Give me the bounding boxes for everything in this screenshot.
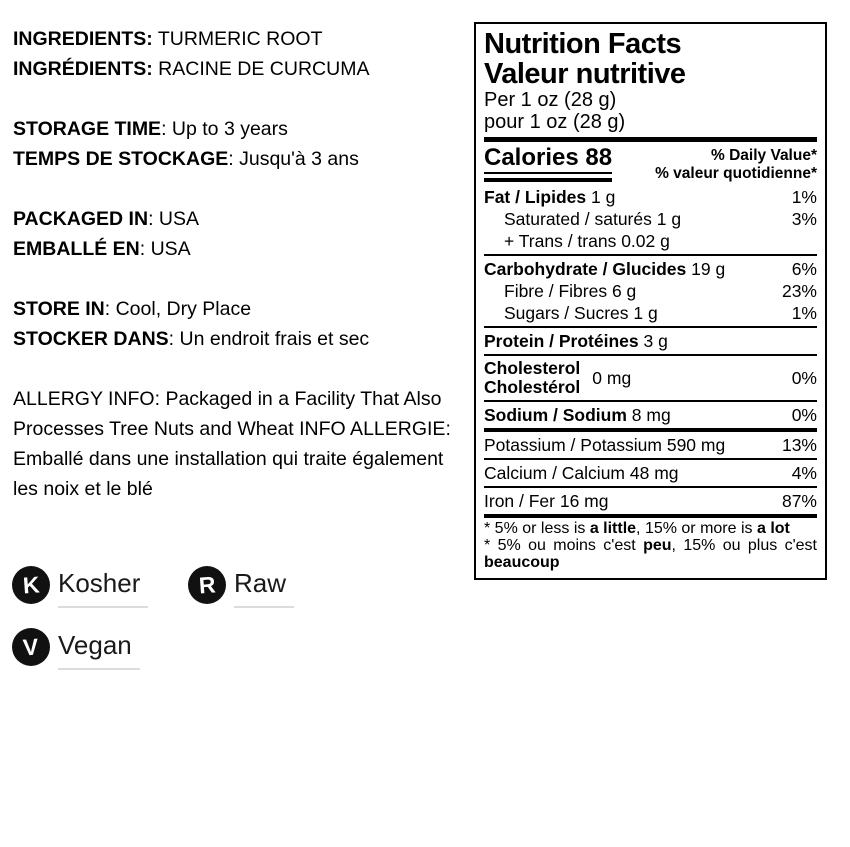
- store-in-label-en: STORE IN: [13, 298, 105, 320]
- packaged-in-value-en: : USA: [148, 208, 199, 230]
- sodium-daily-value: 0%: [791, 404, 817, 425]
- divider: [484, 400, 817, 402]
- badge-vegan: [12, 628, 140, 670]
- daily-value-header-en: % Daily Value*: [711, 147, 817, 164]
- nutrition-facts-panel: [474, 22, 827, 580]
- packaged-in-group: [13, 204, 473, 264]
- store-in-value-en: : Cool, Dry Place: [104, 298, 252, 320]
- fat-daily-value: 1%: [791, 186, 817, 207]
- allergy-info-value-fr: : Emballé dans une installation qui traite également les noix et le blé: [13, 418, 451, 500]
- allergy-info-group: [13, 384, 473, 504]
- cholesterol-daily-value: 0%: [791, 367, 817, 388]
- carbohydrate-daily-value: 6%: [791, 258, 817, 279]
- ingredients-value-en: TURMERIC ROOT: [152, 28, 323, 50]
- storage-time-value-en: : Up to 3 years: [161, 118, 288, 140]
- serving-size-fr: pour 1 oz (28 g): [484, 111, 626, 133]
- nutrition-row-saturated: Saturated / saturés 1 g 3%: [504, 208, 817, 229]
- nutrition-row-sugars: Sugars / Sucres 1 g 1%: [504, 302, 817, 323]
- serving-size-en: Per 1 oz (28 g): [484, 89, 617, 111]
- divider-thick: [484, 428, 817, 432]
- vegan-label: Vegan: [58, 628, 140, 670]
- calcium-daily-value: 4%: [791, 462, 817, 483]
- potassium-daily-value: 13%: [781, 434, 817, 455]
- sugars-daily-value: 1%: [791, 302, 817, 323]
- kosher-label: Kosher: [58, 566, 148, 608]
- product-info-column: [13, 24, 473, 534]
- saturated-daily-value: 3%: [791, 208, 817, 229]
- store-in-value-fr: : Un endroit frais et sec: [168, 328, 370, 350]
- store-in-group: [13, 294, 473, 354]
- iron-daily-value: 87%: [781, 490, 817, 511]
- ingredients-group: [13, 24, 473, 84]
- nutrition-title-fr: Valeur nutritive: [484, 58, 686, 90]
- packaged-in-label-fr: EMBALLÉ EN: [13, 238, 140, 260]
- raw-icon: R: [188, 566, 226, 604]
- divider: [484, 354, 817, 356]
- store-in-line-fr: [13, 324, 473, 354]
- cholesterol-value: 0 mg: [592, 367, 632, 388]
- packaged-in-label-en: PACKAGED IN: [13, 208, 149, 230]
- storage-time-line-en: [13, 114, 473, 144]
- nutrition-row-trans: + Trans / trans 0.02 g: [504, 230, 670, 251]
- ingredients-line-fr: [13, 54, 473, 84]
- nutrition-row-calcium: Calcium / Calcium 48 mg 4%: [484, 462, 817, 483]
- packaged-in-value-fr: : USA: [139, 238, 191, 260]
- ingredients-label-en: INGREDIENTS:: [13, 28, 153, 50]
- daily-value-footnote: [484, 520, 817, 571]
- storage-time-label-en: STORAGE TIME: [13, 118, 162, 140]
- divider: [484, 254, 817, 256]
- cholesterol-label-en: Cholesterol: [484, 358, 581, 378]
- fibre-daily-value: 23%: [781, 280, 817, 301]
- nutrition-row-carbohydrate: Carbohydrate / Glucides 19 g 6%: [484, 258, 817, 279]
- storage-time-line-fr: [13, 144, 473, 174]
- allergy-info-value-en: : Packaged in a Facility That Also Processes Tree Nuts and Wheat: [13, 388, 442, 440]
- daily-value-header: [655, 145, 817, 183]
- ingredients-line-en: [13, 24, 473, 54]
- ingredients-value-fr: RACINE DE CURCUMA: [152, 58, 370, 80]
- nutrition-title-en: Nutrition Facts: [484, 28, 682, 60]
- divider: [484, 486, 817, 488]
- kosher-icon: K: [12, 566, 50, 604]
- packaged-in-line-en: [13, 204, 473, 234]
- divider: [484, 458, 817, 460]
- storage-time-group: [13, 114, 473, 174]
- nutrition-row-fat: Fat / Lipides 1 g 1%: [484, 186, 817, 207]
- storage-time-value-fr: : Jusqu'à 3 ans: [228, 148, 359, 170]
- badge-raw: [188, 566, 294, 608]
- nutrition-row-sodium: Sodium / Sodium 8 mg 0%: [484, 404, 817, 425]
- calories-block: [484, 145, 817, 183]
- cholesterol-label-fr: Cholestérol: [484, 377, 581, 397]
- store-in-line-en: [13, 294, 473, 324]
- nutrition-row-fibre: Fibre / Fibres 6 g 23%: [504, 280, 817, 301]
- daily-value-header-fr: % valeur quotidienne*: [655, 165, 817, 182]
- divider: [484, 326, 817, 328]
- divider-thick: [484, 514, 817, 518]
- badge-kosher: [12, 566, 148, 608]
- nutrition-row-iron: Iron / Fer 16 mg 87%: [484, 490, 817, 511]
- nutrition-row-protein: Protein / Protéines 3 g: [484, 330, 668, 351]
- vegan-icon: V: [12, 628, 50, 666]
- footnote-fr: * 5% ou moins c'est peu, 15% ou plus c'est beaucoup: [484, 537, 817, 571]
- divider-thick: [484, 137, 817, 142]
- store-in-label-fr: STOCKER DANS: [13, 328, 169, 350]
- footnote-en: * 5% or less is a little, 15% or more is a lot: [484, 520, 790, 537]
- ingredients-label-fr: INGRÉDIENTS:: [13, 58, 153, 80]
- packaged-in-line-fr: [13, 234, 473, 264]
- nutrition-row-potassium: Potassium / Potassium 590 mg 13%: [484, 434, 817, 455]
- raw-label: Raw: [234, 566, 294, 608]
- storage-time-label-fr: TEMPS DE STOCKAGE: [13, 148, 229, 170]
- allergy-info-label-en: ALLERGY INFO: [13, 388, 155, 410]
- nutrition-row-cholesterol: [484, 358, 817, 398]
- calories-value: Calories 88: [484, 145, 612, 182]
- allergy-info-label-fr: INFO ALLERGIE: [299, 418, 446, 440]
